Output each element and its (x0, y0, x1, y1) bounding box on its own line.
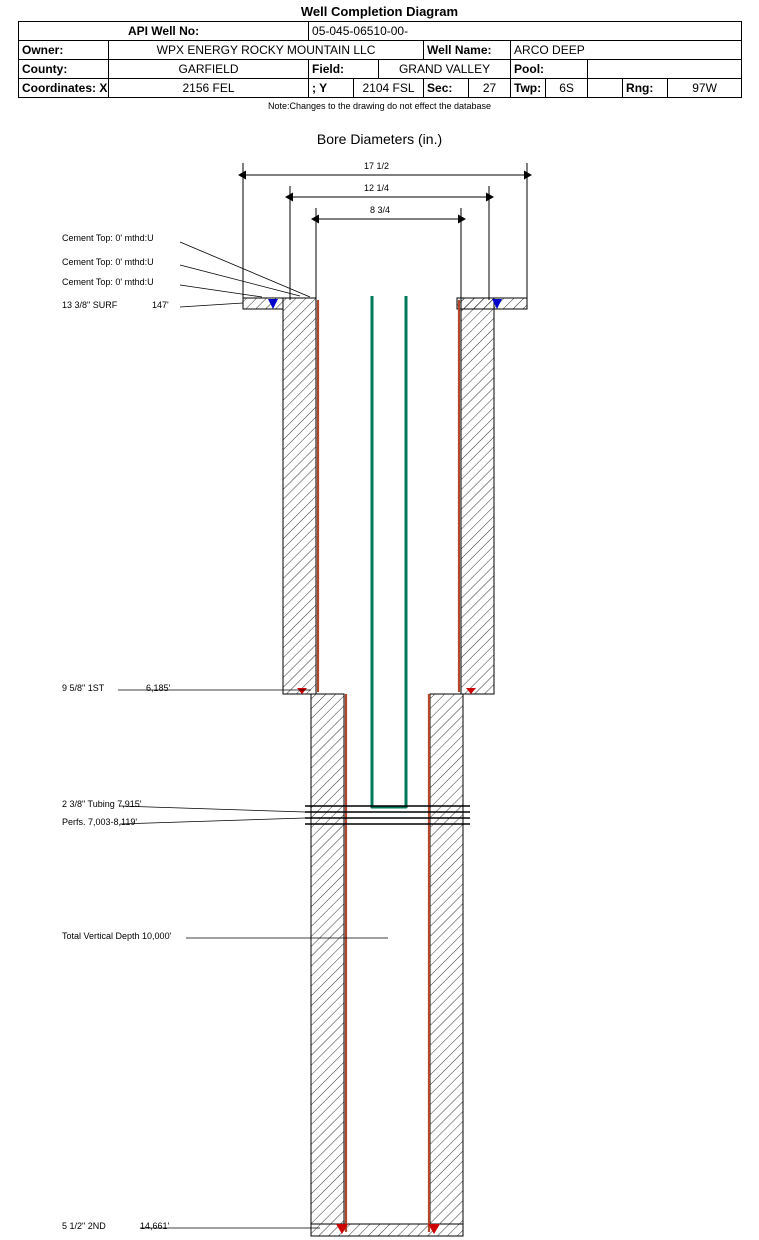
well-name-label: Well Name: (424, 41, 511, 60)
county-value: GARFIELD (109, 60, 309, 79)
page-title: Well Completion Diagram (300, 4, 459, 19)
field-label: Field: (309, 60, 379, 79)
sec-value: 27 (469, 79, 511, 98)
bore-dimension-label-3: 8 3/4 (370, 205, 391, 215)
rng-label: Rng: (623, 79, 668, 98)
api-label: API Well No: (19, 22, 309, 41)
annotation-leader-lines (118, 242, 388, 1228)
surface-casing-label: 13 3/8" SURF (62, 300, 118, 310)
second-casing-depth: 14,661' (140, 1221, 170, 1231)
x-value: 2156 FEL (109, 79, 309, 98)
bore-diameters-title: Bore Diameters (in.) (316, 131, 443, 147)
twp-value: 6S (546, 79, 588, 98)
coordinates-label: Coordinates: X (19, 79, 109, 98)
well-name-value: ARCO DEEP (511, 41, 742, 60)
bore-dimension-label-1: 17 1/2 (364, 161, 390, 171)
total-vertical-depth-label: Total Vertical Depth 10,000' (62, 931, 172, 941)
county-label: County: (19, 60, 109, 79)
rng-value: 97W (668, 79, 742, 98)
tubing-label: 2 3/8" Tubing 7,915' (62, 799, 142, 809)
cement-annulus-hatch (243, 298, 527, 1236)
cement-top-label-2: Cement Top: 0' mthd:U (62, 257, 154, 267)
cement-top-label-1: Cement Top: 0' mthd:U (62, 233, 154, 243)
first-casing-label: 9 5/8" 1ST (62, 683, 105, 693)
field-value: GRAND VALLEY (379, 60, 511, 79)
first-casing-depth: 6,185' (146, 683, 171, 693)
tubing-string (371, 296, 407, 808)
second-casing-label: 5 1/2" 2ND (62, 1221, 106, 1231)
api-value: 05-045-06510-00- (309, 22, 742, 41)
owner-label: Owner: (19, 41, 109, 60)
cement-top-label-3: Cement Top: 0' mthd:U (62, 277, 154, 287)
y-value: 2104 FSL (354, 79, 424, 98)
database-note: Note:Changes to the drawing do not effect the database (268, 101, 491, 111)
owner-value: WPX ENERGY ROCKY MOUNTAIN LLC (109, 41, 424, 60)
bore-dimension-label-2: 12 1/4 (364, 183, 390, 193)
surface-casing-depth: 147' (152, 300, 169, 310)
twp-label: Twp: (511, 79, 546, 98)
pool-label: Pool: (511, 60, 588, 79)
y-label: ; Y (309, 79, 354, 98)
perforations-label: Perfs. 7,003-8,119' (62, 817, 138, 827)
sec-label: Sec: (424, 79, 469, 98)
